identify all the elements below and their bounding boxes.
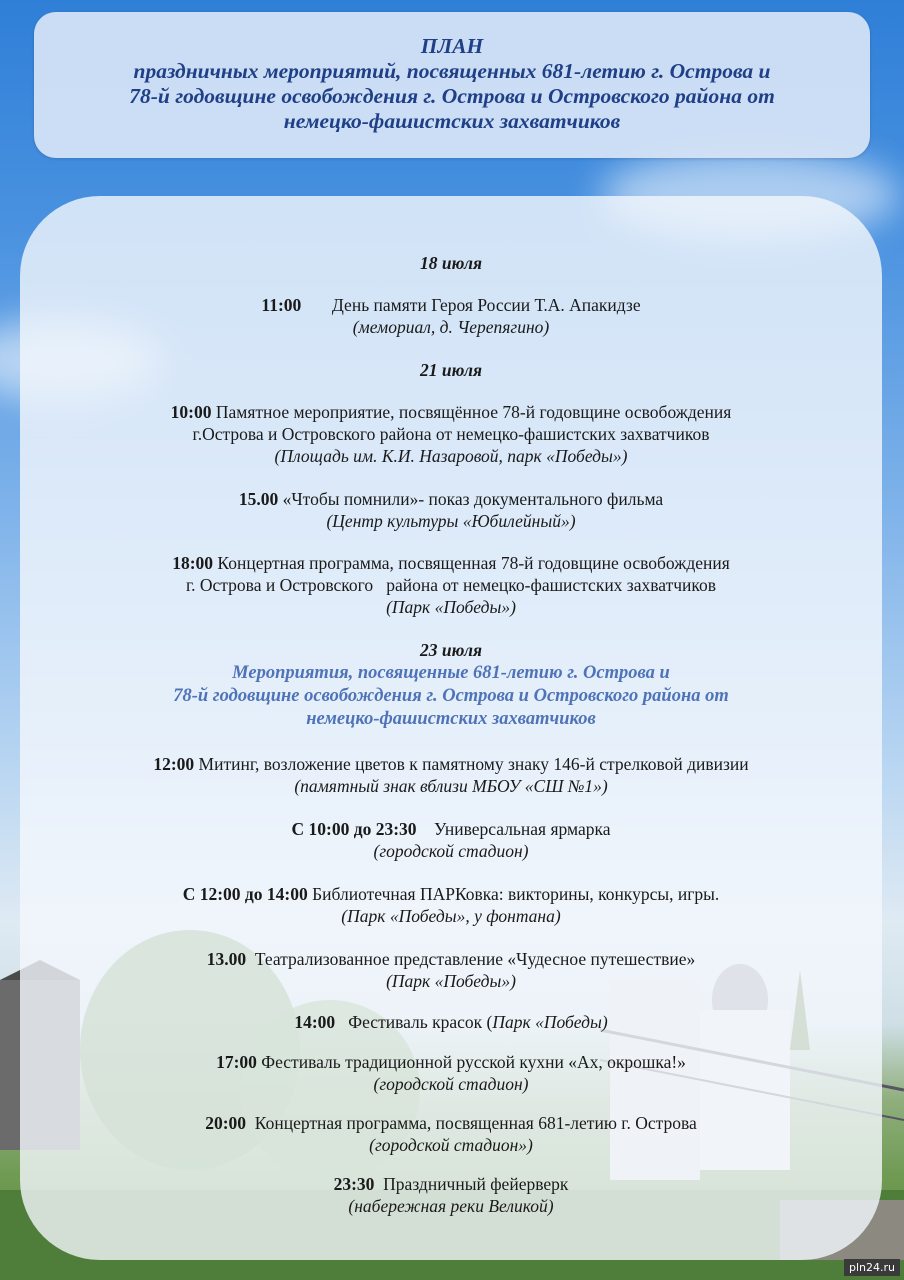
event-23-8 (20, 1173, 882, 1195)
day-subtitle-line-3: немецко-фашистских захватчиков (306, 709, 596, 729)
event-time: 11:00 (261, 295, 302, 315)
date-heading-18-july: 18 июля (420, 253, 482, 273)
site-watermark: pln24.ru (844, 1259, 900, 1276)
date-heading-23-july: 23 июля (420, 640, 482, 660)
event-title: Памятное мероприятие, посвящённое 78-й годовщине освобождения (215, 402, 732, 422)
event-time: 20:00 (205, 1113, 247, 1133)
date-heading-21-july: 21 июля (420, 360, 482, 380)
event-time: 17:00 (216, 1052, 257, 1072)
plan-title: ПЛАН (420, 34, 484, 58)
event-23-2 (20, 818, 882, 840)
event-place: (Площадь им. К.И. Назаровой, парк «Победы») (274, 446, 628, 466)
event-23-1 (20, 753, 882, 775)
event-time: С 12:00 до 14:00 (182, 884, 308, 904)
plan-subtitle-line-3: немецко-фашистских захватчиков (283, 109, 621, 133)
event-18-1 (20, 294, 882, 316)
event-place: (памятный знак вблизи МБОУ «СШ №1») (294, 776, 608, 796)
event-time: 15.00 (238, 489, 279, 509)
event-23-5 (20, 1011, 882, 1033)
event-title: Универсальная ярмарка (434, 819, 611, 839)
event-place: (Центр культуры «Юбилейный») (326, 511, 576, 531)
event-time: С 10:00 до 23:30 (291, 819, 417, 839)
event-title: Праздничный фейерверк (383, 1174, 569, 1194)
event-place: (городской стадион) (373, 841, 529, 861)
event-time: 12:00 (153, 754, 195, 774)
event-place: (Парк «Победы») (386, 597, 516, 617)
event-place: (набережная реки Великой) (348, 1196, 554, 1216)
event-place: (Парк «Победы», у фонтана) (341, 906, 561, 926)
event-time: 10:00 (170, 402, 212, 422)
event-title: Фестиваль красок ( (348, 1012, 493, 1032)
event-title: «Чтобы помнили»- показ документального фильма (282, 489, 664, 509)
event-title: Театрализованное представление «Чудесное путешествие» (254, 949, 696, 969)
plan-subtitle-line-2: 78-й годовщине освобождения г. Острова и Островского района от (129, 84, 775, 108)
event-23-7 (20, 1112, 882, 1134)
event-title: Митинг, возложение цветов к памятному знаку 146-й стрелковой дивизии (198, 754, 749, 774)
event-23-3 (20, 883, 882, 905)
event-place: (городской стадион) (373, 1074, 529, 1094)
event-time: 14:00 (294, 1012, 336, 1032)
event-time: 13.00 (206, 949, 247, 969)
event-place: (городской стадион») (369, 1135, 533, 1155)
event-place: (мемориал, д. Черепягино) (352, 317, 550, 337)
event-time: 18:00 (172, 553, 214, 573)
event-time: 23:30 (333, 1174, 375, 1194)
event-place: (Парк «Победы») (386, 971, 516, 991)
event-title-cont: г.Острова и Островского района от немецко-фашистских захватчиков (192, 424, 710, 444)
event-21-1 (20, 401, 882, 423)
event-title: Концертная программа, посвященная 78-й годовщине освобождения (217, 553, 730, 573)
plan-subtitle-line-1: праздничных мероприятий, посвященных 681-летию г. Острова и (133, 59, 771, 83)
event-title: Концертная программа, посвященная 681-летию г. Острова (254, 1113, 697, 1133)
event-21-2 (20, 488, 882, 510)
event-place: Парк «Победы) (492, 1012, 608, 1032)
event-title-cont: г. Острова и Островского района от немецко-фашистских захватчиков (185, 575, 717, 595)
event-21-3 (20, 552, 882, 574)
plan-header (34, 12, 870, 158)
event-23-6 (20, 1051, 882, 1073)
day-subtitle-line-1: Мероприятия, посвященные 681-летию г. Острова и (232, 663, 670, 683)
event-title: Библиотечная ПАРКовка: викторины, конкурсы, игры. (312, 884, 720, 904)
event-title: Фестиваль традиционной русской кухни «Ах, окрошка!» (261, 1052, 686, 1072)
event-23-4 (20, 948, 882, 970)
event-title: День памяти Героя России Т.А. Апакидзе (331, 295, 641, 315)
day-subtitle-line-2: 78-й годовщине освобождения г. Острова и Островского района от (173, 686, 729, 706)
